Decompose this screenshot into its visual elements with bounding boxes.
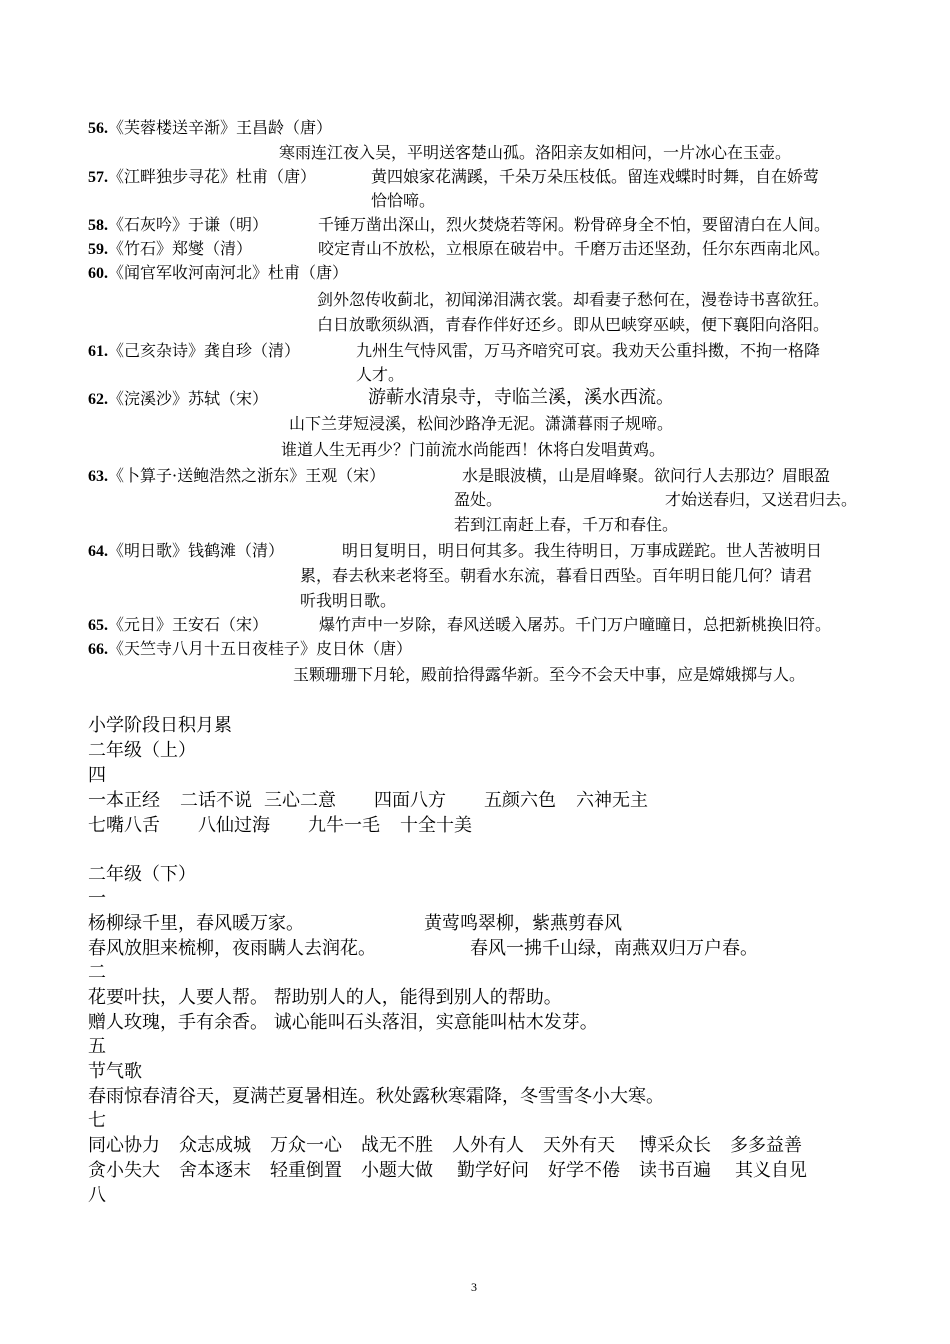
poem-66-line: 玉颗珊珊下月轮，殿前拾得露华新。至今不会天中事，应是嫦娥掷与人。 (293, 665, 806, 684)
poem-title: 《元日》王安石（宋） (108, 615, 269, 634)
poem-63-line: 若到江南赶上春，千万和春住。 (454, 515, 679, 534)
poem-60-heading (88, 262, 348, 285)
idiom: 其义自见 (735, 1160, 807, 1181)
poem-64-line: 明日复明日，明日何其多。我生待明日，万事成蹉跎。世人苦被明日 (342, 541, 823, 560)
idiom: 贪小失大 (88, 1160, 160, 1181)
saying-line: 春风一拂千山绿，南燕双归万户春。 (470, 938, 758, 959)
poem-57-heading (88, 166, 316, 189)
idiom: 勤学好问 (457, 1160, 529, 1181)
poem-66-heading (88, 638, 412, 661)
grade-2b-title: 二年级（下） (88, 864, 196, 885)
poem-title: 《芙蓉楼送辛渐》王昌龄（唐） (108, 118, 333, 137)
idiom-row (88, 1159, 807, 1183)
idiom: 读书百遍 (639, 1160, 711, 1181)
idiom: 六神无主 (576, 790, 648, 811)
unit-label: 八 (88, 1185, 106, 1206)
poem-62-heading (88, 388, 268, 411)
idiom: 博采众长 (639, 1135, 711, 1156)
poem-number: 61. (88, 343, 108, 360)
poem-63-heading (88, 465, 385, 488)
idiom: 轻重倒置 (270, 1160, 342, 1181)
poem-number: 59. (88, 241, 108, 258)
unit-label: 七 (88, 1110, 106, 1131)
poem-56-line: 寒雨连江夜入吴，平明送客楚山孤。洛阳亲友如相问，一片冰心在玉壶。 (279, 143, 792, 162)
poem-61-line: 九州生气恃风雷，万马齐喑究可哀。我劝天公重抖擞，不拘一格降 (356, 341, 821, 360)
poem-number: 60. (88, 265, 108, 282)
poem-65-heading (88, 614, 268, 637)
poem-title: 《竹石》郑燮（清） (108, 239, 253, 258)
idiom: 同心协力 (88, 1135, 160, 1156)
poem-58-heading (88, 214, 268, 237)
poem-57-line: 黄四娘家花满蹊，千朵万朵压枝低。留连戏蝶时时舞，自在娇莺 (371, 167, 820, 186)
poem-62-line: 谁道人生无再少？门前流水尚能西！休将白发唱黄鸡。 (281, 440, 666, 459)
poem-64-line: 累，春去秋来老将至。朝看水东流，暮看日西坠。百年明日能几何？请君 (300, 566, 813, 585)
idiom-row (88, 814, 472, 838)
poem-number: 56. (88, 120, 108, 137)
idiom: 九牛一毛 (308, 815, 380, 836)
poem-title: 《江畔独步寻花》杜甫（唐） (108, 167, 317, 186)
poem-64-heading (88, 540, 284, 563)
poem-59-heading (88, 238, 252, 261)
idiom: 好学不倦 (548, 1160, 620, 1181)
song-title: 节气歌 (88, 1061, 142, 1082)
poem-59-line: 咬定青山不放松，立根原在破岩中。千磨万击还坚劲，任尔东西南北风。 (318, 239, 831, 258)
idiom: 小题大做 (361, 1160, 433, 1181)
section-title: 小学阶段日积月累 (88, 715, 232, 736)
poem-61-line: 人才。 (356, 365, 405, 384)
idiom: 三心二意 (264, 790, 336, 811)
saying-line: 赠人玫瑰，手有余香。 诚心能叫石头落泪，实意能叫枯木发芽。 (88, 1012, 598, 1033)
unit-label: 一 (88, 888, 106, 909)
idiom-row (88, 789, 648, 813)
poem-title: 《己亥杂诗》龚自珍（清） (108, 341, 301, 360)
poem-title: 《天竺寺八月十五日夜桂子》皮日休（唐） (108, 639, 413, 658)
idiom: 十全十美 (400, 815, 472, 836)
poem-63-line: 盈处。 (454, 490, 503, 509)
poem-61-heading (88, 340, 300, 363)
unit-label: 五 (88, 1036, 106, 1057)
poem-57-line: 恰恰啼。 (371, 191, 436, 210)
idiom: 万众一心 (270, 1135, 342, 1156)
poem-number: 64. (88, 543, 108, 560)
poem-63-line: 水是眼波横，山是眉峰聚。欲问行人去那边？眉眼盈 (462, 466, 831, 485)
poem-number: 62. (88, 391, 108, 408)
poem-63-line: 才始送春归，又送君归去。 (665, 490, 858, 509)
saying-line: 杨柳绿千里，春风暖万家。 (88, 913, 304, 934)
idiom: 七嘴八舌 (88, 815, 160, 836)
poem-65-line: 爆竹声中一岁除，春风送暖入屠苏。千门万户曈曈日，总把新桃换旧符。 (319, 615, 832, 634)
idiom: 舍本逐末 (179, 1160, 251, 1181)
poem-title: 《浣溪沙》苏轼（宋） (108, 389, 269, 408)
poem-number: 66. (88, 641, 108, 658)
poem-number: 58. (88, 217, 108, 234)
idiom-row (88, 1134, 802, 1158)
poem-58-line: 千锤万凿出深山，烈火焚烧若等闲。粉骨碎身全不怕，要留清白在人间。 (318, 215, 831, 234)
unit-label: 四 (88, 765, 106, 786)
idiom: 战无不胜 (361, 1135, 433, 1156)
idiom: 五颜六色 (484, 790, 556, 811)
idiom: 多多益善 (730, 1135, 802, 1156)
poem-number: 63. (88, 468, 108, 485)
poem-title: 《卜算子·送鲍浩然之浙东》王观（宋） (108, 466, 386, 485)
poem-56-heading (88, 117, 332, 140)
saying-line: 春风放胆来梳柳，夜雨瞒人去润花。 (88, 938, 376, 959)
poem-title: 《明日歌》钱鹤滩（清） (108, 541, 285, 560)
poem-62-preface: 游蕲水清泉寺，寺临兰溪，溪水西流。 (368, 387, 674, 408)
grade-2a-title: 二年级（上） (88, 740, 196, 761)
page-number: 3 (471, 1280, 477, 1294)
poem-60-line: 白日放歌须纵酒，青春作伴好还乡。即从巴峡穿巫峡，便下襄阳向洛阳。 (317, 315, 830, 334)
poem-64-line: 听我明日歌。 (300, 591, 397, 610)
saying-line: 花要叶扶，人要人帮。 帮助别人的人，能得到别人的帮助。 (88, 987, 562, 1008)
idiom: 众志成城 (179, 1135, 251, 1156)
poem-62-line: 山下兰芽短浸溪，松间沙路净无泥。潇潇暮雨子规啼。 (289, 414, 674, 433)
saying-line: 黄莺鸣翠柳，紫燕剪春风 (424, 913, 622, 934)
idiom: 人外有人 (452, 1135, 524, 1156)
idiom: 天外有天 (543, 1135, 615, 1156)
poem-number: 65. (88, 617, 108, 634)
idiom: 二话不说 (180, 790, 252, 811)
poem-title: 《闻官军收河南河北》杜甫（唐） (108, 263, 349, 282)
idiom: 一本正经 (88, 790, 160, 811)
poem-title: 《石灰吟》于谦（明） (108, 215, 269, 234)
idiom: 四面八方 (374, 790, 446, 811)
song-line: 春雨惊春清谷天，夏满芒夏暑相连。秋处露秋寒霜降，冬雪雪冬小大寒。 (88, 1086, 664, 1107)
unit-label: 二 (88, 962, 106, 983)
idiom: 八仙过海 (198, 815, 270, 836)
poem-number: 57. (88, 169, 108, 186)
poem-60-line: 剑外忽传收蓟北，初闻涕泪满衣裳。却看妻子愁何在，漫卷诗书喜欲狂。 (317, 290, 830, 309)
